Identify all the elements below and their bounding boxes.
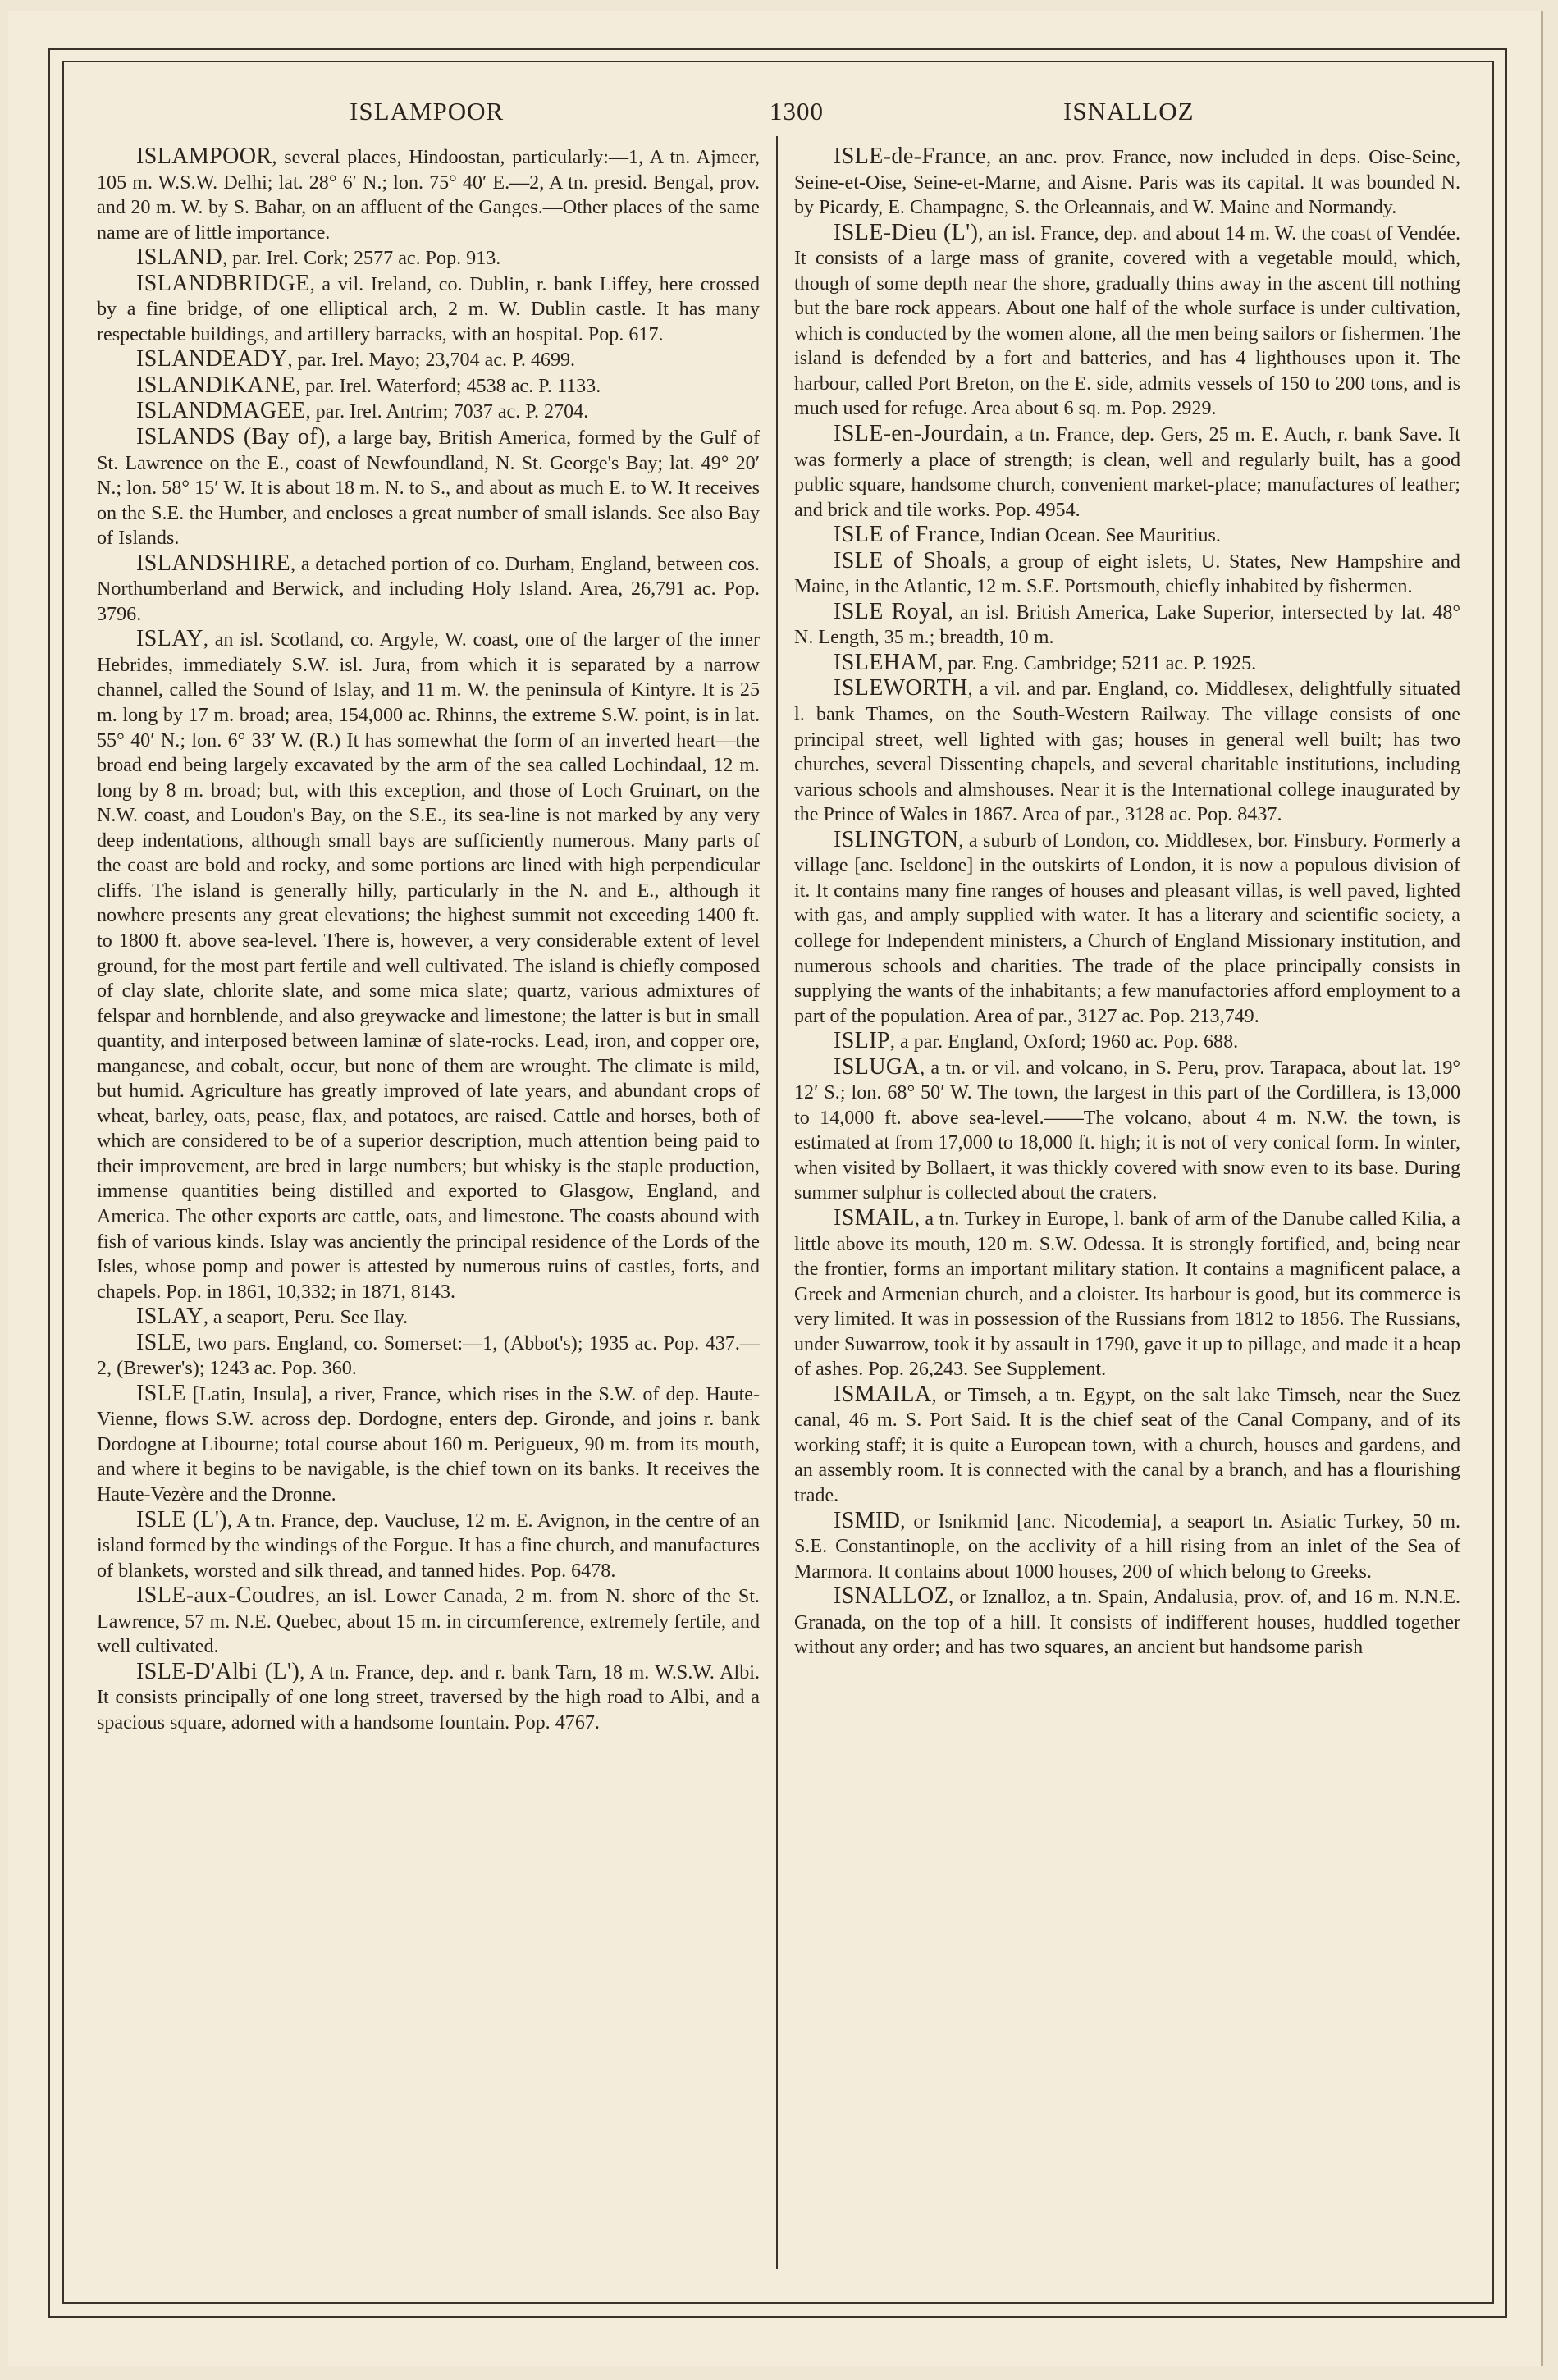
entry-headword: ISLE (L') <box>136 1506 228 1533</box>
entry-headword: ISMID <box>834 1507 901 1533</box>
entry-headword: ISMAILA <box>834 1381 932 1407</box>
entry-headword: ISLEHAM <box>834 649 939 675</box>
entry-headword: ISLE-aux-Coudres <box>136 1583 315 1609</box>
entry-headword: ISLANDSHIRE <box>136 550 290 576</box>
entry-text: , an isl. Scotland, co. Argyle, W. coast, one of the larger of the inner Hebrides, immediately S.W. isl. Jura, from which it is separated by a narrow channel, called the Sound of Islay, and 11 m. W. the peninsula of Kintyre. It is 25 m. long by 17 m. broad; area, 154,000 ac. Rhinns, the extreme S.W. point, is in lat. 55° 40′ N.; lon. 6° 33′ W. (R.) It has somewhat the form of an inverted heart—the broad end being largely excavated by the arm of the sea called Lochindaal, 12 m. long by 8 m. broad; but, with this exception, and those of Loch Gruinart, on the N.W. coast, and Loudon's Bay, on the S.E., its sea-line is not marked by any very deep indentations, although small bays are sufficiently numerous. Many parts of the coast are bold and rocky, and some portions are lined with high perpendicular cliffs. The island is generally hilly, particularly in the N. and E., although it nowhere presents any great elevations; the highest summit not exceeding 1400 ft. to 1800 ft. above sea-level. There is, however, a very considerable extent of level ground, for the most part fertile and well cultivated. The island is chiefly composed of clay slate, chlorite slate, and some mica slate; quartz, various admixtures of felspar and hornblende, and also greywacke and limestone; the latter is but in small quantity, and interposed between laminæ of slate-rocks. Lead, iron, and copper ore, manganese, and cobalt, occur, but none of them are wrought. The climate is mild, but humid. Agriculture has greatly improved of late years, and abundant crops of wheat, barley, oats, pease, flax, and potatoes, are raised. Cattle and horses, both of which are considered to be of a superior description, much attention being paid to their improvement, are bred in large numbers; but whisky is the staple production, immense quantities being distilled and exported to Glasgow, England, and America. The other exports are cattle, oats, and limestone. The coasts abound with fish of various kinds. Islay was anciently the principal residence of the Lords of the Isles, whose pomp and power is attested by numerous ruins of castles, forts, and chapels. Pop. in 1861, 10,332; in 1871, 8143. <box>97 629 760 1303</box>
entry-headword: ISLANDIKANE <box>136 372 296 398</box>
entry-text: , par. Irel. Mayo; 23,704 ac. P. 4699. <box>287 349 576 372</box>
entry-text: , an isl. Lower Canada, 2 m. from N. shore of the St. Lawrence, 57 m. N.E. Quebec, about 15 m. in circumference, extremely fertile, and well cultivated. <box>97 1586 760 1658</box>
gazetteer-entry <box>794 1584 1460 1661</box>
header-last-word: ISNALLOZ <box>1063 97 1195 126</box>
gazetteer-entry <box>97 373 760 400</box>
entry-headword: ISLEWORTH <box>834 675 968 701</box>
gazetteer-entry <box>97 1382 760 1508</box>
gazetteer-entry <box>794 1029 1460 1055</box>
gazetteer-entry <box>794 422 1460 523</box>
entry-headword: ISLE-Dieu (L') <box>834 219 979 245</box>
gazetteer-entry <box>97 627 760 1304</box>
gazetteer-entry <box>97 272 760 348</box>
entry-text: , a large bay, British America, formed by the Gulf of St. Lawrence on the E., coast of Newfoundland, N. St. George's Bay; lat. 49° 20′ N.; lon. 58° 15′ W. It is about 18 m. N. to S., and about as much E. to W. It receives on the S.E. the Humber, and encloses a great number of small islands. See also Bay of Islands. <box>97 427 760 550</box>
entry-text: , A tn. France, dep. Vaucluse, 12 m. E. Avignon, in the centre of an island formed by the windings of the Forgue. It has a fine church, and manufactures of blankets, worsted and silk thread, and tanned hides. Pop. 6478. <box>97 1510 760 1582</box>
entry-headword: ISLINGTON <box>834 826 959 852</box>
gazetteer-entry <box>97 551 760 628</box>
gazetteer-entry <box>794 144 1460 221</box>
entry-headword: ISLAY <box>136 1304 203 1330</box>
entry-text: , a suburb of London, co. Middlesex, bor. Finsbury. Formerly a village [anc. Iseldone] in the outskirts of London, it is now a populous division of it. It contains many fine ranges of houses and pleasant villas, is well paved, lighted with gas, and amply supplied with water. It has a literary and scientific society, a college for Independent ministers, a Church of England Missionary institution, and numerous schools and charities. The trade of the place principally consists in supplying the wants of the inhabitants; a few manufactories afford employment to a part of the population. Area of par., 3127 ac. Pop. 213,749. <box>794 829 1460 1027</box>
entry-text: , or Iznalloz, a tn. Spain, Andalusia, prov. of, and 16 m. N.N.E. Granada, on the top of a hill. It consists of indifferent houses, huddled together without any order; and has two squares, an ancient but handsome parish <box>794 1587 1460 1659</box>
gazetteer-entry <box>794 651 1460 677</box>
entry-text: , a tn. or vil. and volcano, in S. Peru, prov. Tarapaca, about lat. 19° 12′ S.; lon. 68° 50′ W. The town, the largest in this part of the Cordillera, is 13,000 to 14,000 ft. above sea-level.——The volcano, about 4 m. N.W. the town, is estimated at from 17,000 to 18,000 ft. high; it is not of very conical form. In winter, when visited by Bollaert, it was thickly covered with snow even to its base. During summer sulphur is collected about the craters. <box>794 1057 1460 1204</box>
entry-text: , a tn. Turkey in Europe, l. bank of arm of the Danube called Kilia, a little above its mouth, 120 m. S.W. Odessa. It is strongly fortified, and, being near the frontier, forms an important military station. It contains a magnificent palace, a Greek and Armenian church, and a cloister. Its harbour is good, but its commerce is very limited. It was in possession of the Russians from 1812 to 1856. The Russians, under Suwarrow, took it by assault in 1790, gave it up to pillage, and made it a heap of ashes. Pop. 26,243. See Supplement. <box>794 1208 1460 1381</box>
gazetteer-entry <box>97 1508 760 1584</box>
entry-text: , a seaport, Peru. See Ilay. <box>203 1307 409 1329</box>
gazetteer-entry <box>97 347 760 373</box>
entry-headword: ISLE-D'Albi (L') <box>136 1658 300 1684</box>
entry-text: , Indian Ocean. See Mauritius. <box>980 525 1221 547</box>
gazetteer-entry <box>97 1660 760 1736</box>
gazetteer-entry <box>794 523 1460 549</box>
entry-text: , several places, Hindoostan, particularly:—1, A tn. Ajmeer, 105 m. W.S.W. Delhi; lat. 28° 6′ N.; lon. 75° 40′ E.—2, A tn. presid. Bengal, prov. and 20 m. W. by S. Bahar, on an affluent of the Ganges.—Other places of the same name are of little importance. <box>97 147 760 244</box>
entry-headword: ISLAY <box>136 626 203 652</box>
entry-headword: ISLE <box>136 1380 186 1406</box>
gazetteer-entry <box>794 221 1460 422</box>
entry-text: , an isl. British America, Lake Superior, intersected by lat. 48° N. Length, 35 m.; breadth, 10 m. <box>794 601 1460 649</box>
entry-headword: ISNALLOZ <box>834 1583 949 1610</box>
entry-text: , or Timseh, a tn. Egypt, on the salt lake Timseh, near the Suez canal, 46 m. S. Port Said. It is the chief seat of the Canal Company, and of its working staff; it is quite a European town, with a church, houses and gardens, and an assembly room. It is connected with the canal by a branch, and has a flourishing trade. <box>794 1384 1460 1506</box>
entry-headword: ISLANDS (Bay of) <box>136 424 326 450</box>
gazetteer-entry <box>794 1382 1460 1509</box>
entry-headword: ISLE of Shoals <box>834 547 987 573</box>
gazetteer-entry <box>97 144 760 245</box>
gazetteer-entry <box>97 1331 760 1382</box>
entry-headword: ISLE-de-France <box>834 144 986 169</box>
gazetteer-entry <box>794 1509 1460 1585</box>
entry-text: , par. Eng. Cambridge; 5211 ac. P. 1925. <box>938 652 1257 674</box>
entry-text: , two pars. England, co. Somerset:—1, (Abbot's); 1935 ac. Pop. 437.—2, (Brewer's); 1243 ac. Pop. 360. <box>97 1332 760 1380</box>
entry-text: , par. Irel. Waterford; 4538 ac. P. 1133. <box>295 375 601 397</box>
right-column <box>794 144 1460 1661</box>
gazetteer-entry <box>794 1055 1460 1206</box>
entry-text: , par. Irel. Antrim; 7037 ac. P. 2704. <box>305 401 589 423</box>
entry-headword: ISLE Royal <box>834 598 948 624</box>
entry-text: , A tn. France, dep. and r. bank Tarn, 18 m. W.S.W. Albi. It consists principally of one long street, traversed by the high road to Albi, and a spacious square, adorned with a handsome fountain. Pop. 4767. <box>97 1661 760 1734</box>
entry-text: , an anc. prov. France, now included in deps. Oise-Seine, Seine-et-Oise, Seine-et-Marne, and Aisne. Paris was its capital. It was bounded N. by Picardy, E. Champagne, S. the Orleannais, and W. Maine and Normandy. <box>794 147 1460 219</box>
gazetteer-entry <box>794 828 1460 1029</box>
running-header <box>62 89 1491 135</box>
entry-text: , a vil. Ireland, co. Dublin, r. bank Liffey, here crossed by a fine bridge, of one elliptical arch, 2 m. W. Dublin castle. It has many respectable buildings, and artillery barracks, with an hospital. Pop. 617. <box>97 273 760 345</box>
entry-headword: ISLE of France <box>834 522 980 548</box>
entry-text: , a par. England, Oxford; 1960 ac. Pop. 688. <box>889 1031 1239 1053</box>
entry-headword: ISLAND <box>136 244 223 271</box>
entry-text: , par. Irel. Cork; 2577 ac. Pop. 913. <box>222 248 501 270</box>
gazetteer-entry <box>794 549 1460 600</box>
entry-headword: ISLUGA <box>834 1053 921 1080</box>
left-column <box>97 144 760 1735</box>
entry-headword: ISLAMPOOR <box>136 144 272 169</box>
entry-text: , a tn. France, dep. Gers, 25 m. E. Auch, r. bank Save. It was formerly a place of strength; is clean, well and regularly built, has a good public square, handsome church, convenient market-place; manufactures of leather; and brick and tile works. Pop. 4954. <box>794 424 1460 521</box>
gazetteer-entry <box>97 1304 760 1331</box>
gazetteer-entry <box>794 1206 1460 1382</box>
header-first-word: ISLAMPOOR <box>350 97 505 126</box>
column-divider <box>776 136 778 2269</box>
entry-text: , an isl. France, dep. and about 14 m. W. the coast of Vendée. It consists of a large mass of granite, covered with a vegetable mould, which, though of some depth near the shore, gradually thins away in the ascent till nothing but the bare rock appears. About one half of the whole surface is under cultivation, which is conducted by the women alone, all the men being sailors or fishermen. The island is defended by a fort and batteries, and has 4 lighthouses upon it. The harbour, called Port Breton, on the E. side, admits vessels of 150 to 200 tons, and is much used for refuge. Area about 6 sq. m. Pop. 2929. <box>794 222 1460 420</box>
gazetteer-entry <box>97 1583 760 1660</box>
gazetteer-entry <box>97 245 760 272</box>
entry-headword: ISLANDMAGEE <box>136 398 306 424</box>
entry-headword: ISLIP <box>834 1028 890 1054</box>
entry-text: [Latin, Insula], a river, France, which rises in the S.W. of dep. Haute-Vienne, flows S.W. across dep. Dordogne, enters dep. Gironde, and joins r. bank Dordogne at Libourne; total course about 160 m. Perigueux, 90 m. from its mouth, and where it begins to be navigable, is the chief town on its banks. It receives the Haute-Vezère and the Dronne. <box>97 1383 760 1505</box>
entry-headword: ISLANDEADY <box>136 346 288 372</box>
entry-text: , a vil. and par. England, co. Middlesex, delightfully situated l. bank Thames, on the South-Western Railway. The village consists of one principal street, well lighted with gas; houses in general well built; has two churches, several Dissenting chapels, and several charitable institutions, including various schools and almshouses. Near it is the International college inaugurated by the Prince of Wales in 1867. Area of par., 3128 ac. Pop. 8437. <box>794 678 1460 826</box>
gazetteer-entry <box>794 676 1460 827</box>
gazetteer-entry <box>97 399 760 425</box>
entry-headword: ISLE <box>136 1329 186 1355</box>
entry-text: , a group of eight islets, U. States, New Hampshire and Maine, in the Atlantic, 12 m. S.E. Portsmouth, chiefly inhabited by fishermen. <box>794 550 1460 598</box>
page-number: 1300 <box>770 97 824 126</box>
gazetteer-entry <box>97 425 760 551</box>
gazetteer-entry <box>794 600 1460 651</box>
entry-text: , a detached portion of co. Durham, England, between cos. Northumberland and Berwick, and including Holy Island. Area, 26,791 ac. Pop. 3796. <box>97 553 760 625</box>
entry-headword: ISMAIL <box>834 1204 915 1231</box>
entry-text: , or Isnikmid [anc. Nicodemia], a seaport tn. Asiatic Turkey, 50 m. S.E. Constantinople, on the acclivity of a hill rising from an inlet of the Sea of Marmora. It contains about 1000 houses, 200 of which belong to Greeks. <box>794 1510 1460 1583</box>
entry-headword: ISLE-en-Jourdain <box>834 421 1004 447</box>
entry-headword: ISLANDBRIDGE <box>136 270 310 296</box>
